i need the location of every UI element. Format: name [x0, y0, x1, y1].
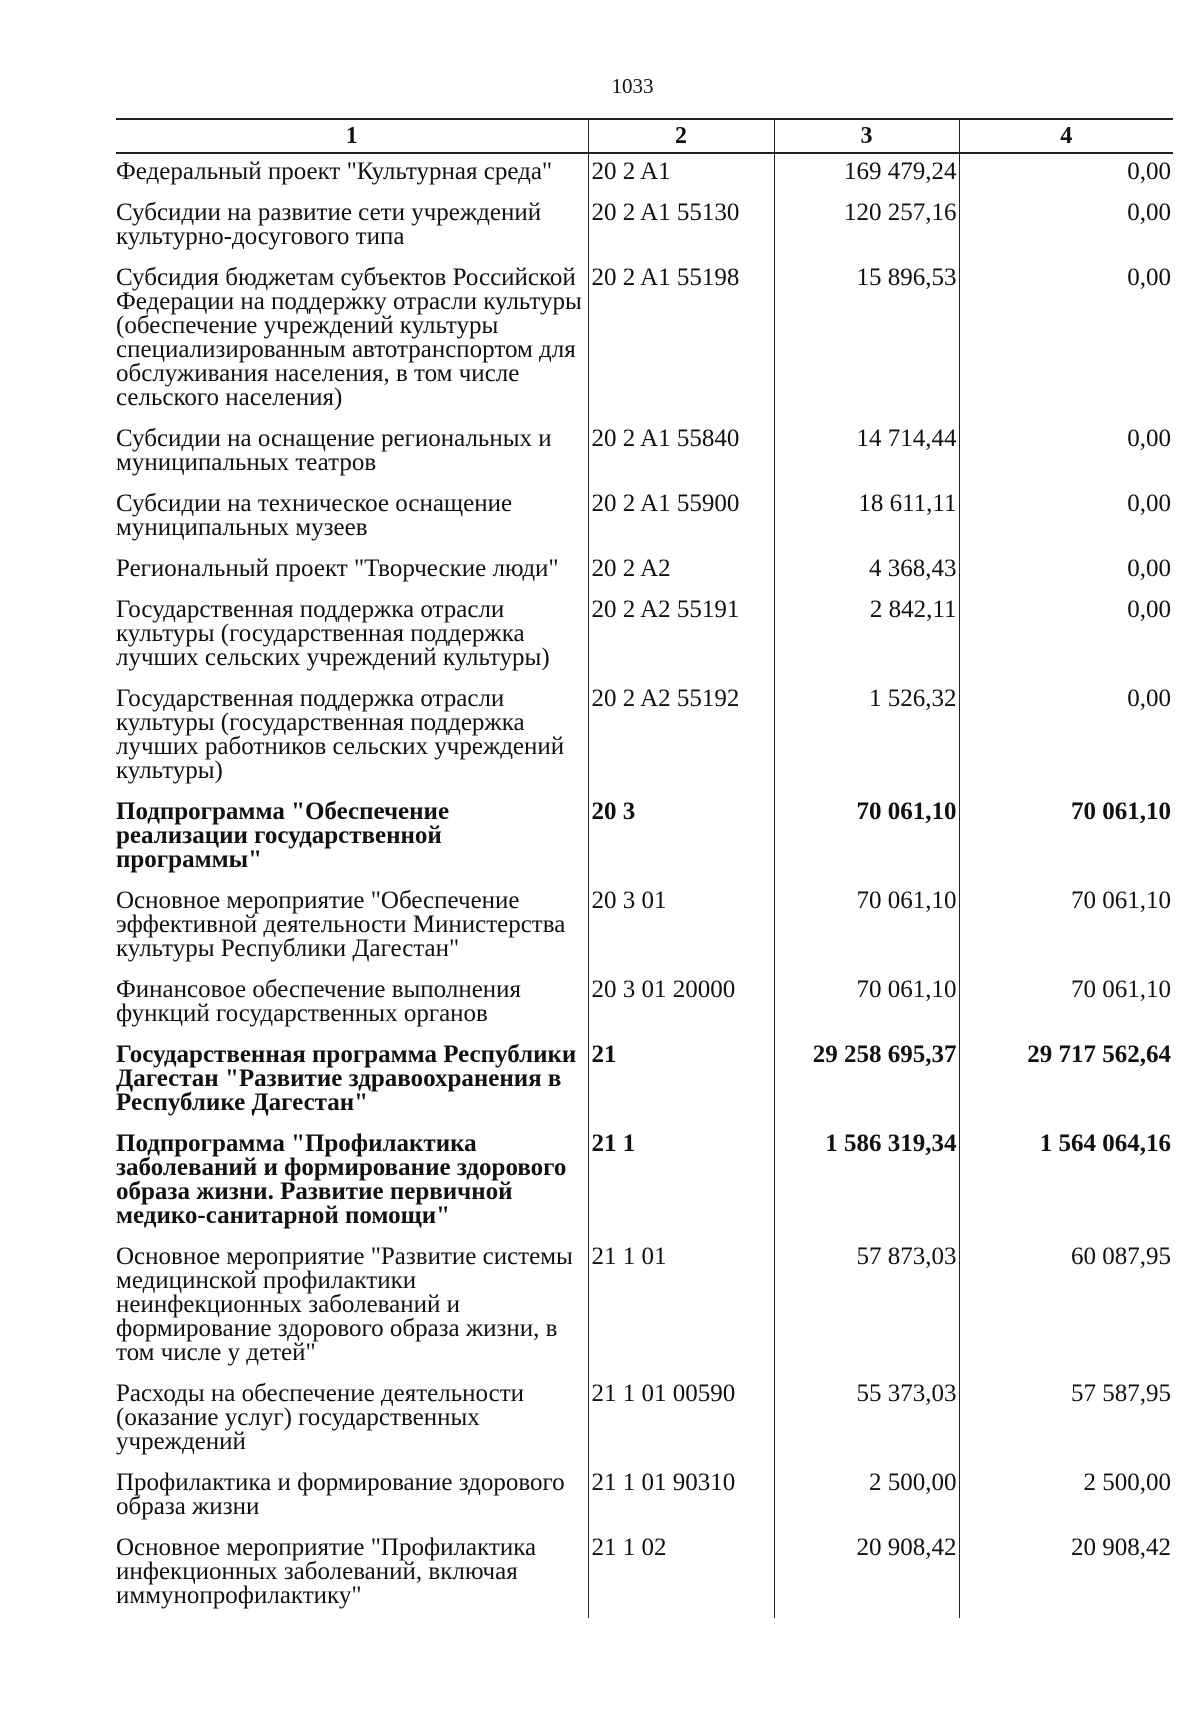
table-row: [116, 1239, 1173, 1376]
row-value-col4: 1 564 064,16: [959, 1126, 1173, 1239]
row-code: 20 2 A2 55192: [588, 681, 774, 794]
row-name: Подпрограмма "Обеспечение реализации государственной программы": [116, 798, 450, 873]
row-code: 20 2 A2 55191: [588, 592, 774, 681]
table-row: [116, 972, 1173, 1037]
table-row: [116, 486, 1173, 551]
row-code: 21 1: [588, 1126, 774, 1239]
row-value-col4: 0,00: [959, 592, 1173, 681]
row-name: Государственная программа Республики Дагестан "Развитие здравоохранения в Республике Дагестан": [116, 1041, 577, 1116]
row-value-col4: 20 908,42: [959, 1530, 1173, 1618]
row-name: Субсидии на техническое оснащение муниципальных музеев: [116, 490, 513, 541]
row-value-col3: 2 842,11: [774, 592, 959, 681]
row-value-col4: 70 061,10: [959, 972, 1173, 1037]
row-value-col3: 120 257,16: [774, 195, 959, 260]
row-code: 21 1 01 90310: [588, 1465, 774, 1530]
row-name: Федеральный проект "Культурная среда": [116, 158, 553, 185]
row-name: Подпрограмма "Профилактика заболеваний и формирование здорового образа жизни. Развитие первичной медико-санитарной помощи": [116, 1130, 567, 1229]
table-row: [116, 592, 1173, 681]
row-value-col4: 0,00: [959, 551, 1173, 592]
row-value-col4: 0,00: [959, 260, 1173, 421]
row-value-col3: 1 586 319,34: [774, 1126, 959, 1239]
row-code: 21 1 01: [588, 1239, 774, 1376]
row-code: 20 2 A1 55130: [588, 195, 774, 260]
row-name: Субсидии на развитие сети учреждений культурно-досугового типа: [116, 199, 542, 250]
row-value-col4: 60 087,95: [959, 1239, 1173, 1376]
row-code: 20 3 01 20000: [588, 972, 774, 1037]
column-header: 2: [588, 119, 774, 153]
table-row: [116, 794, 1173, 883]
row-code: 21 1 02: [588, 1530, 774, 1618]
table-row: [116, 1530, 1173, 1618]
table-row: [116, 1126, 1173, 1239]
table-row: [116, 260, 1173, 421]
row-code: 21 1 01 00590: [588, 1376, 774, 1465]
row-value-col4: 0,00: [959, 195, 1173, 260]
table-row: [116, 1376, 1173, 1465]
row-name: Финансовое обеспечение выполнения функций государственных органов: [116, 976, 522, 1027]
row-name: Государственная поддержка отрасли культуры (государственная поддержка лучших работников сельских учреждений культуры): [116, 685, 565, 784]
budget-table: [116, 118, 1173, 1618]
row-value-col3: 1 526,32: [774, 681, 959, 794]
row-code: 20 2 A1 55198: [588, 260, 774, 421]
row-code: 21: [588, 1037, 774, 1126]
row-value-col4: 29 717 562,64: [959, 1037, 1173, 1126]
row-value-col4: 57 587,95: [959, 1376, 1173, 1465]
row-name: Региональный проект "Творческие люди": [116, 555, 559, 582]
table-row: [116, 1037, 1173, 1126]
row-value-col3: 14 714,44: [774, 421, 959, 486]
row-value-col3: 4 368,43: [774, 551, 959, 592]
table-row: [116, 681, 1173, 794]
row-value-col4: 70 061,10: [959, 794, 1173, 883]
row-value-col4: 2 500,00: [959, 1465, 1173, 1530]
table-body: [116, 153, 1173, 1618]
row-code: 20 2 A2: [588, 551, 774, 592]
row-code: 20 2 A1 55840: [588, 421, 774, 486]
row-value-col4: 0,00: [959, 486, 1173, 551]
row-name: Профилактика и формирование здорового образа жизни: [116, 1469, 565, 1520]
row-name: Основное мероприятие "Развитие системы медицинской профилактики неинфекционных заболеваний и формирование здорового образа жизни, в том числе у детей": [116, 1243, 573, 1366]
row-name: Расходы на обеспечение деятельности (оказание услуг) государственных учреждений: [116, 1380, 525, 1455]
page-number: 1033: [611, 74, 654, 98]
row-value-col4: 70 061,10: [959, 883, 1173, 972]
row-name: Государственная поддержка отрасли культуры (государственная поддержка лучших сельских учреждений культуры): [116, 596, 550, 671]
column-header: 4: [959, 119, 1173, 153]
row-value-col3: 15 896,53: [774, 260, 959, 421]
table-row: [116, 421, 1173, 486]
row-code: 20 3: [588, 794, 774, 883]
row-value-col3: 18 611,11: [774, 486, 959, 551]
row-value-col3: 70 061,10: [774, 883, 959, 972]
row-value-col4: 0,00: [959, 153, 1173, 195]
table-row: [116, 153, 1173, 195]
row-name: Субсидия бюджетам субъектов Российской Федерации на поддержку отрасли культуры (обеспечение учреждений культуры специализированным автотранспортом для обслуживания населения, в том числе сельского населения): [116, 264, 582, 411]
column-header: 3: [774, 119, 959, 153]
table-row: [116, 551, 1173, 592]
header-row: [116, 119, 1173, 153]
row-value-col3: 2 500,00: [774, 1465, 959, 1530]
row-value-col4: 0,00: [959, 421, 1173, 486]
row-value-col3: 70 061,10: [774, 972, 959, 1037]
row-value-col3: 29 258 695,37: [774, 1037, 959, 1126]
row-value-col3: 20 908,42: [774, 1530, 959, 1618]
row-name: Основное мероприятие "Профилактика инфекционных заболеваний, включая иммунопрофилактику": [116, 1534, 537, 1609]
table-header: [116, 119, 1173, 153]
table-row: [116, 883, 1173, 972]
row-code: 20 2 A1: [588, 153, 774, 195]
row-name: Субсидии на оснащение региональных и муниципальных театров: [116, 425, 552, 476]
row-code: 20 3 01: [588, 883, 774, 972]
row-name: Основное мероприятие "Обеспечение эффективной деятельности Министерства культуры Республики Дагестан": [116, 887, 566, 962]
row-value-col3: 55 373,03: [774, 1376, 959, 1465]
row-value-col3: 70 061,10: [774, 794, 959, 883]
row-value-col3: 57 873,03: [774, 1239, 959, 1376]
row-code: 20 2 A1 55900: [588, 486, 774, 551]
table-row: [116, 1465, 1173, 1530]
row-value-col4: 0,00: [959, 681, 1173, 794]
row-value-col3: 169 479,24: [774, 153, 959, 195]
column-header: 1: [116, 119, 588, 153]
table-row: [116, 195, 1173, 260]
